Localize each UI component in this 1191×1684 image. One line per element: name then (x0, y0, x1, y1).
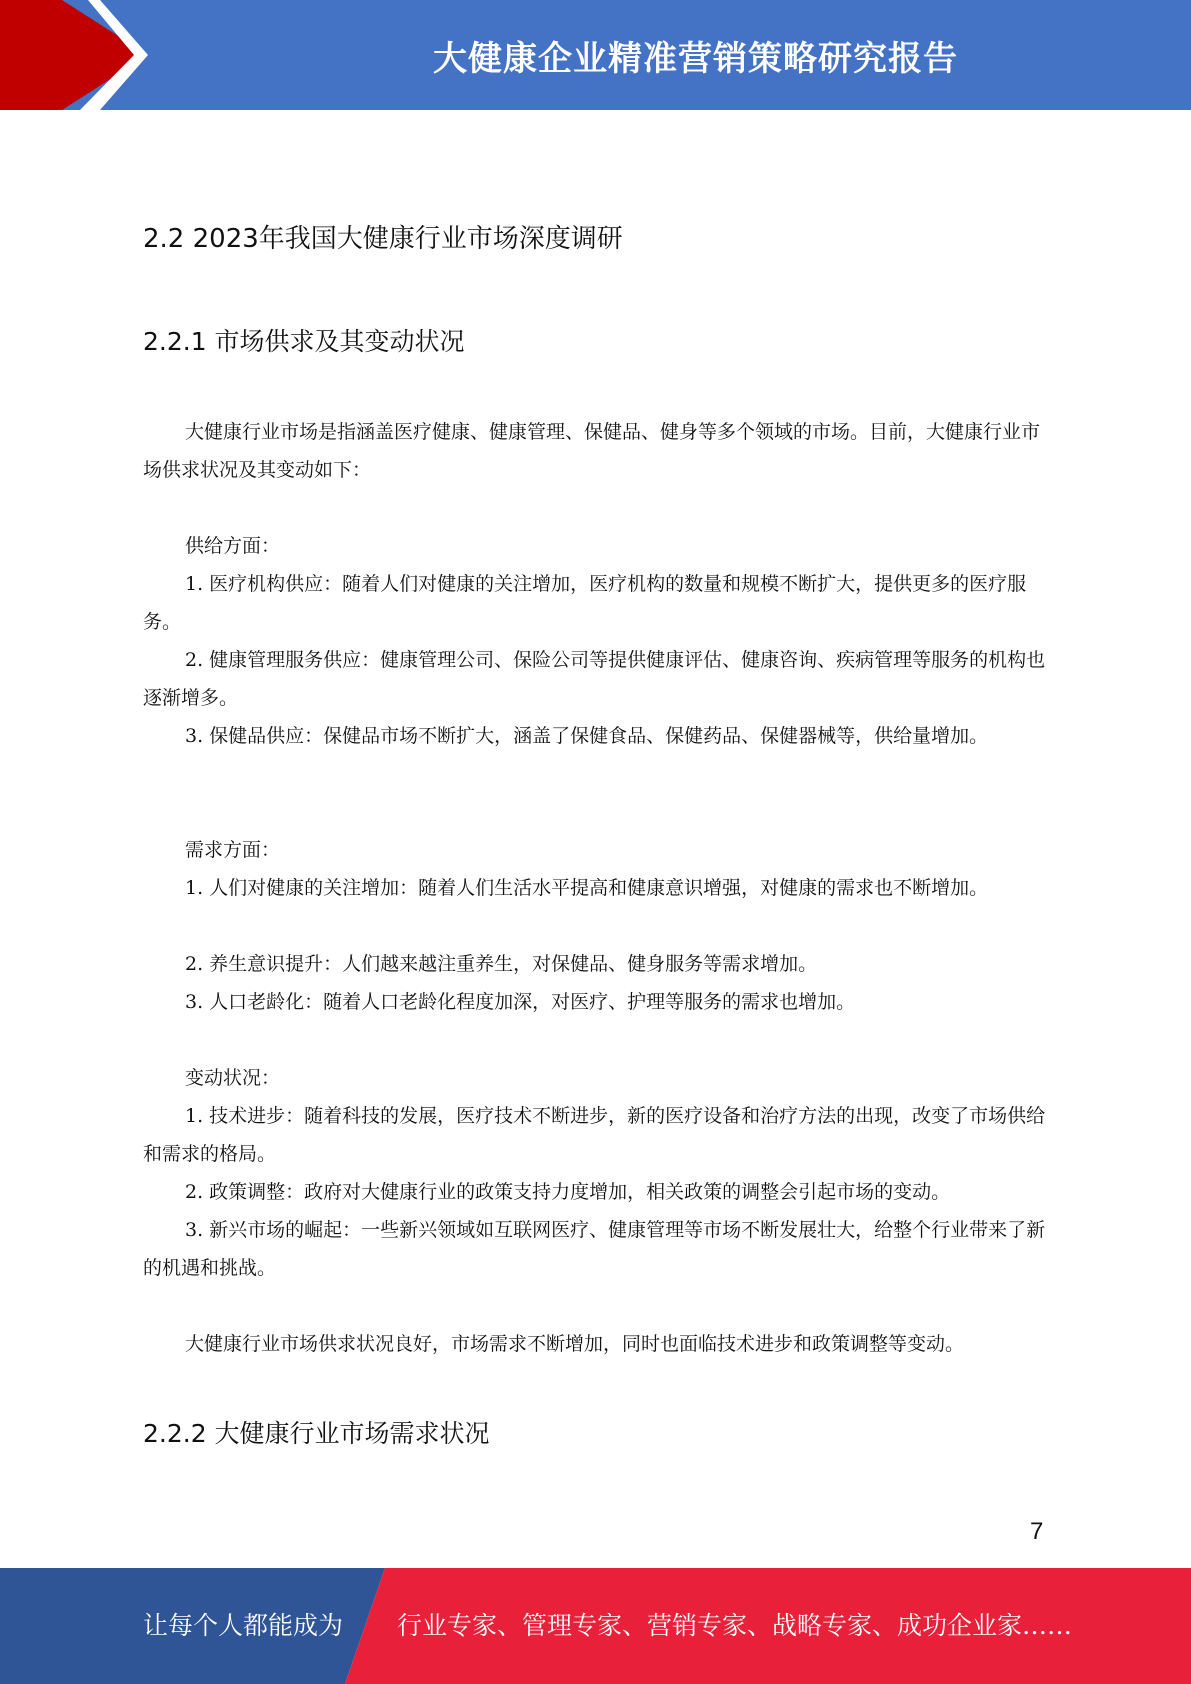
page-header (0, 0, 1191, 110)
page-footer (0, 1568, 1191, 1684)
list-item: 3. 新兴市场的崛起：一些新兴领域如互联网医疗、健康管理等市场不断发展壮大，给整个行业带来了新的机遇和挑战。 (143, 1219, 1046, 1279)
paragraph: 大健康行业市场是指涵盖医疗健康、健康管理、保健品、健身等多个领域的市场。目前，大健康行业市场供求状况及其变动如下： (143, 421, 1041, 481)
list-item: 3. 保健品供应：保健品市场不断扩大，涵盖了保健食品、保健药品、保健器械等，供给量增加。 (185, 725, 989, 747)
document-title: 大健康企业精准营销策略研究报告 (433, 38, 958, 79)
page-number: 7 (1030, 1518, 1044, 1545)
paragraph: 供给方面： (185, 535, 281, 557)
paragraph: 大健康行业市场供求状况良好，市场需求不断增加，同时也面临技术进步和政策调整等变动。 (185, 1333, 965, 1355)
list-item: 2. 健康管理服务供应：健康管理公司、保险公司等提供健康评估、健康咨询、疾病管理等服务的机构也逐渐增多。 (143, 649, 1046, 709)
paragraph: 需求方面： (185, 839, 281, 861)
list-item: 1. 医疗机构供应：随着人们对健康的关注增加，医疗机构的数量和规模不断扩大，提供更多的医疗服务。 (143, 573, 1027, 633)
list-item: 1. 人们对健康的关注增加：随着人们生活水平提高和健康意识增强，对健康的需求也不断增加。 (185, 877, 989, 899)
subsection-heading: 2.2.2 大健康行业市场需求状况 (143, 1419, 490, 1448)
paragraph: 变动状况： (185, 1067, 281, 1089)
list-item: 3. 人口老龄化：随着人口老龄化程度加深，对医疗、护理等服务的需求也增加。 (185, 991, 856, 1013)
subsection-heading: 2.2.1 市场供求及其变动状况 (143, 327, 465, 356)
list-item: 1. 技术进步：随着科技的发展，医疗技术不断进步，新的医疗设备和治疗方法的出现，改变了市场供给和需求的格局。 (143, 1105, 1046, 1165)
footer-slogan-right: 行业专家、管理专家、营销专家、战略专家、成功企业家…… (397, 1611, 1073, 1640)
header-red-chevron (0, 0, 148, 110)
section-heading: 2.2 2023年我国大健康行业市场深度调研 (143, 224, 623, 254)
footer-slogan-left: 让每个人都能成为 (143, 1611, 344, 1640)
list-item: 2. 养生意识提升：人们越来越注重养生，对保健品、健身服务等需求增加。 (185, 953, 818, 975)
list-item: 2. 政策调整：政府对大健康行业的政策支持力度增加，相关政策的调整会引起市场的变动。 (185, 1181, 951, 1203)
